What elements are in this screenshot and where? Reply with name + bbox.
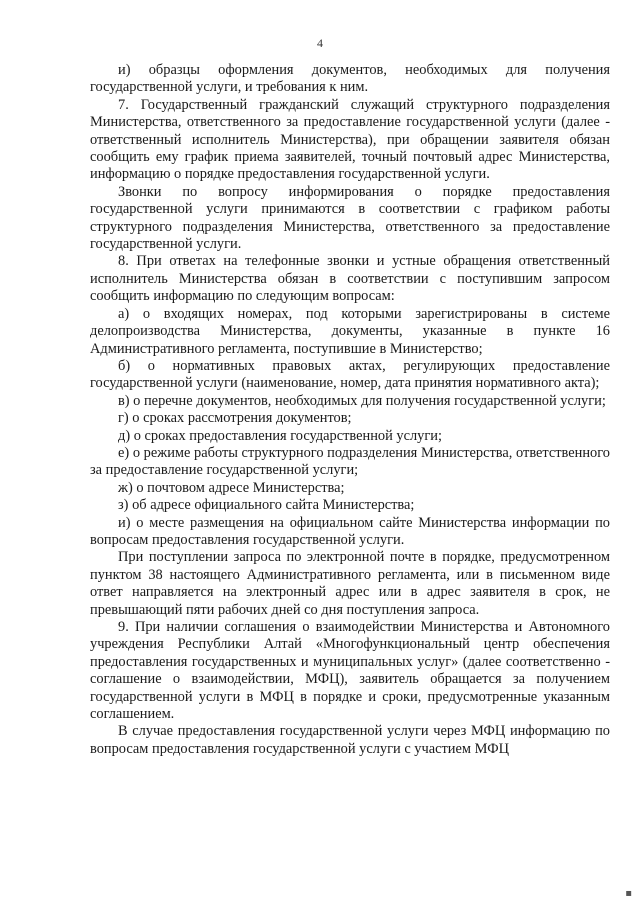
corner-mark-icon: ▪ [625, 888, 632, 899]
paragraph: ж) о почтовом адресе Министерства; [118, 479, 345, 496]
paragraph: и) о месте размещения на официальном сайте Министерства информации по вопросам предоставления государственной услуги. [90, 514, 610, 548]
paragraph: Звонки по вопросу информирования о порядке предоставления государственной услуги принимаются в соответствии с графиком работы структурного подразделения Министерства, ответственного за предоставление государственной услуги. [90, 183, 610, 253]
page-number: 4 [317, 36, 323, 50]
paragraph: и) образцы оформления документов, необходимых для получения государственной услуги, и требования к ним. [90, 62, 610, 96]
paragraph: б) о нормативных правовых актах, регулирующих предоставление государственной услуги (наименование, номер, дата принятия нормативного акта); [90, 357, 610, 392]
paragraph: е) о режиме работы структурного подразделения Министерства, ответственного за предоставление государственной услуги; [90, 444, 610, 479]
paragraph: д) о сроках предоставления государственной услуги; [118, 427, 442, 444]
paragraph: 9. При наличии соглашения о взаимодействии Министерства и Автономного учреждения Республики Алтай «Многофункциональный центр обеспечения предоставления государственных и муниципальных услуг» (далее соответственно - соглашение о взаимодействии, МФЦ), заявитель обращается за получением государственной услуги в МФЦ в порядке и сроки, предусмотренные указанным соглашением. [90, 619, 610, 723]
paragraph: 8. При ответах на телефонные звонки и устные обращения ответственный исполнитель Министерства обязан в соответствии с поступившим запросом сообщить информацию по следующим вопросам: [90, 253, 610, 305]
paragraph: В случае предоставления государственной услуги через МФЦ информацию по вопросам предоставления государственной услуги с участием МФЦ [90, 723, 610, 757]
paragraph: в) о перечне документов, необходимых для получения государственной услуги; [118, 392, 606, 409]
paragraph: г) о сроках рассмотрения документов; [118, 410, 352, 427]
paragraph: При поступлении запроса по электронной почте в порядке, предусмотренном пунктом 38 настоящего Административного регламента, или в письменном виде ответ направляется на электронный адрес или в адрес заявителя в срок, не превышающий пяти рабочих дней со дня поступления запроса. [90, 549, 610, 618]
paragraph: а) о входящих номерах, под которыми зарегистрированы в системе делопроизводства Министерства, документы, указанные в пункте 16 Административного регламента, поступившие в Министерство; [90, 305, 610, 357]
document-body [90, 62, 610, 758]
paragraph: 7. Государственный гражданский служащий структурного подразделения Министерства, ответственного за предоставление государственной услуги (далее - ответственный исполнитель Министерства), при обращении заявителя обязан сообщить ему график приема заявителей, точный почтовый адрес Министерства, информацию о порядке предоставления государственной услуги. [90, 96, 610, 183]
paragraph: з) об адресе официального сайта Министерства; [118, 497, 415, 514]
